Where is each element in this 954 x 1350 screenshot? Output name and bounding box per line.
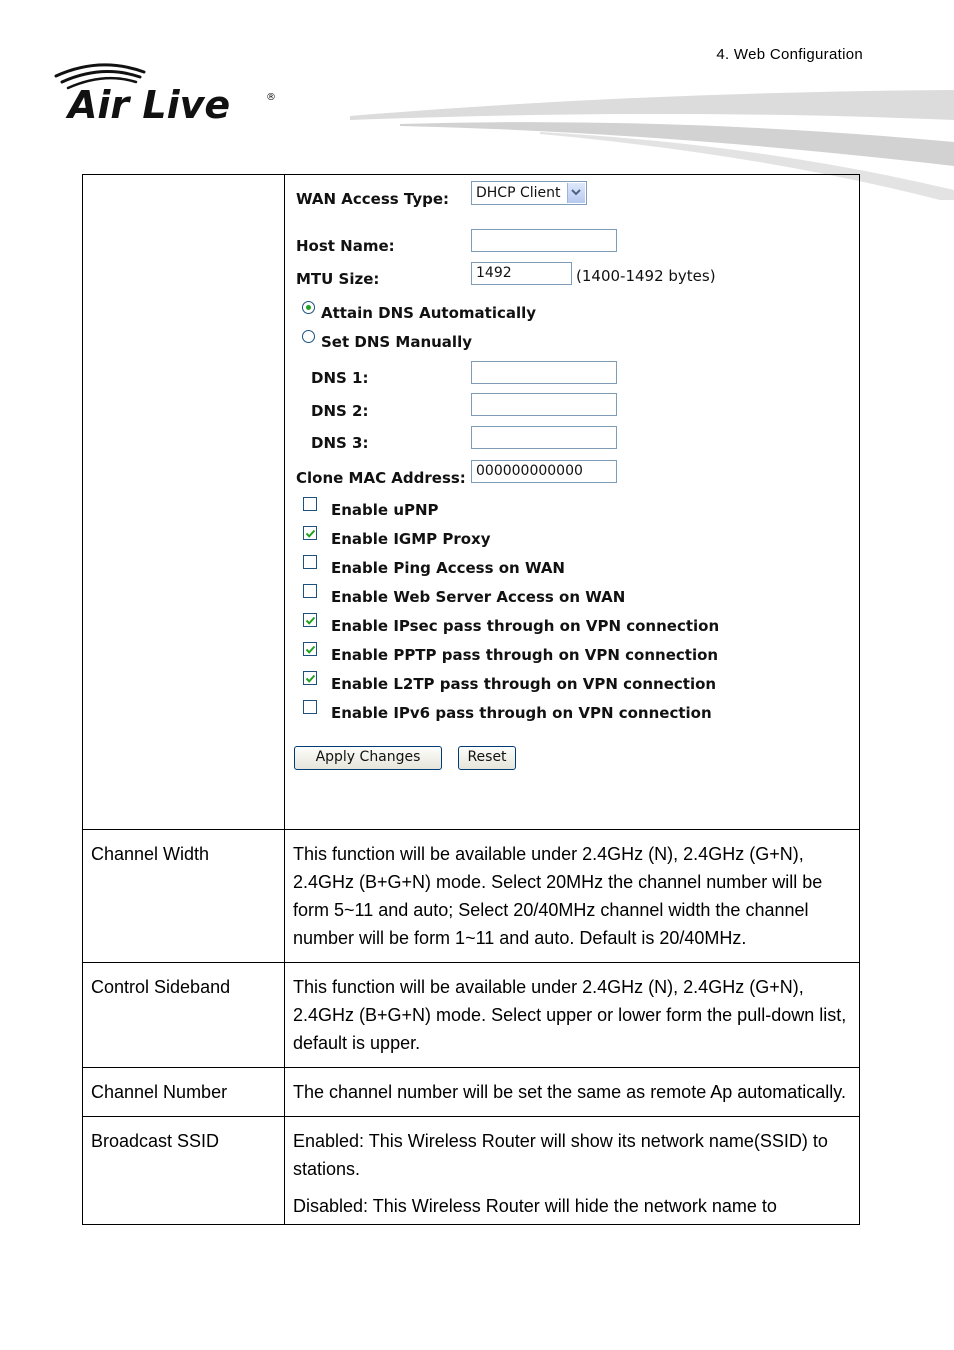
- dns3-input[interactable]: [471, 426, 617, 449]
- chevron-down-icon: [567, 183, 585, 203]
- table-row: [83, 830, 860, 963]
- option-label: Enable PPTP pass through on VPN connection: [331, 646, 719, 664]
- dns3-label: DNS 3:: [311, 434, 369, 452]
- table-row: [83, 1068, 860, 1117]
- table-row: [83, 1117, 860, 1225]
- svg-text:Air Live: Air Live: [68, 83, 231, 127]
- option-checkbox[interactable]: [303, 671, 317, 685]
- empty-term-cell: [83, 175, 285, 830]
- mtu-size-input[interactable]: 1492: [471, 262, 572, 285]
- apply-changes-button[interactable]: Apply Changes: [294, 746, 442, 770]
- screenshot-row: [83, 175, 860, 830]
- term-cell: Control Sideband: [83, 963, 285, 1068]
- wan-access-type-label: WAN Access Type:: [296, 190, 450, 208]
- clone-mac-input[interactable]: 000000000000: [471, 460, 617, 483]
- dns-auto-radio[interactable]: [302, 301, 315, 314]
- description-text: Disabled: This Wireless Router will hide the network name to: [293, 1196, 777, 1216]
- wan-access-type-select[interactable]: [471, 181, 587, 205]
- chapter-header: 4. Web Configuration: [716, 46, 863, 63]
- description-cell: [285, 1117, 860, 1225]
- svg-text:®: ®: [266, 92, 276, 103]
- mtu-size-hint: (1400-1492 bytes): [576, 267, 716, 285]
- description-text: The channel number will be set the same as remote Ap automatically.: [293, 1082, 846, 1102]
- wan-access-type-value: DHCP Client: [476, 185, 561, 201]
- table-row: [83, 963, 860, 1068]
- clone-mac-label: Clone MAC Address:: [296, 469, 466, 487]
- wan-settings-screenshot: [285, 175, 860, 830]
- dns2-input[interactable]: [471, 393, 617, 416]
- option-checkbox[interactable]: [303, 497, 317, 511]
- option-checkbox[interactable]: [303, 584, 317, 598]
- description-text: Enabled: This Wireless Router will show its network name(SSID) to stations.: [293, 1131, 828, 1179]
- option-label: Enable L2TP pass through on VPN connection: [331, 675, 717, 693]
- host-name-label: Host Name:: [296, 237, 395, 255]
- description-text: This function will be available under 2.4GHz (N), 2.4GHz (G+N), 2.4GHz (B+G+N) mode. Select 20MHz the channel number will be form 5~11 and auto; Select 20/40MHz channel width the channel number will be form 1~11 and auto. Default is 20/40MHz.: [293, 844, 823, 948]
- dns-manual-label: Set DNS Manually: [321, 333, 472, 351]
- option-checkbox[interactable]: [303, 613, 317, 627]
- option-checkbox[interactable]: [303, 700, 317, 714]
- description-text: This function will be available under 2.4GHz (N), 2.4GHz (G+N), 2.4GHz (B+G+N) mode. Select upper or lower form the pull-down list, default is upper.: [293, 977, 847, 1053]
- option-checkbox[interactable]: [303, 526, 317, 540]
- airlive-logo: [52, 58, 282, 128]
- description-cell: [285, 830, 860, 963]
- option-label: Enable IPsec pass through on VPN connection: [331, 617, 720, 635]
- description-cell: [285, 1068, 860, 1117]
- dns1-label: DNS 1:: [311, 369, 369, 387]
- term-cell: Channel Width: [83, 830, 285, 963]
- dns-manual-radio[interactable]: [302, 330, 315, 343]
- term-cell: Broadcast SSID: [83, 1117, 285, 1225]
- mtu-size-label: MTU Size:: [296, 270, 380, 288]
- dns1-input[interactable]: [471, 361, 617, 384]
- dns-auto-label: Attain DNS Automatically: [321, 304, 537, 322]
- host-name-input[interactable]: [471, 229, 617, 252]
- option-checkbox[interactable]: [303, 555, 317, 569]
- dns2-label: DNS 2:: [311, 402, 369, 420]
- option-label: Enable IGMP Proxy: [331, 530, 491, 548]
- option-label: Enable Web Server Access on WAN: [331, 588, 626, 606]
- option-label: Enable uPNP: [331, 501, 439, 519]
- option-checkbox[interactable]: [303, 642, 317, 656]
- description-table: [82, 174, 860, 1225]
- option-label: Enable IPv6 pass through on VPN connection: [331, 704, 712, 722]
- reset-button[interactable]: Reset: [458, 746, 516, 770]
- description-cell: [285, 963, 860, 1068]
- term-cell: Channel Number: [83, 1068, 285, 1117]
- option-label: Enable Ping Access on WAN: [331, 559, 565, 577]
